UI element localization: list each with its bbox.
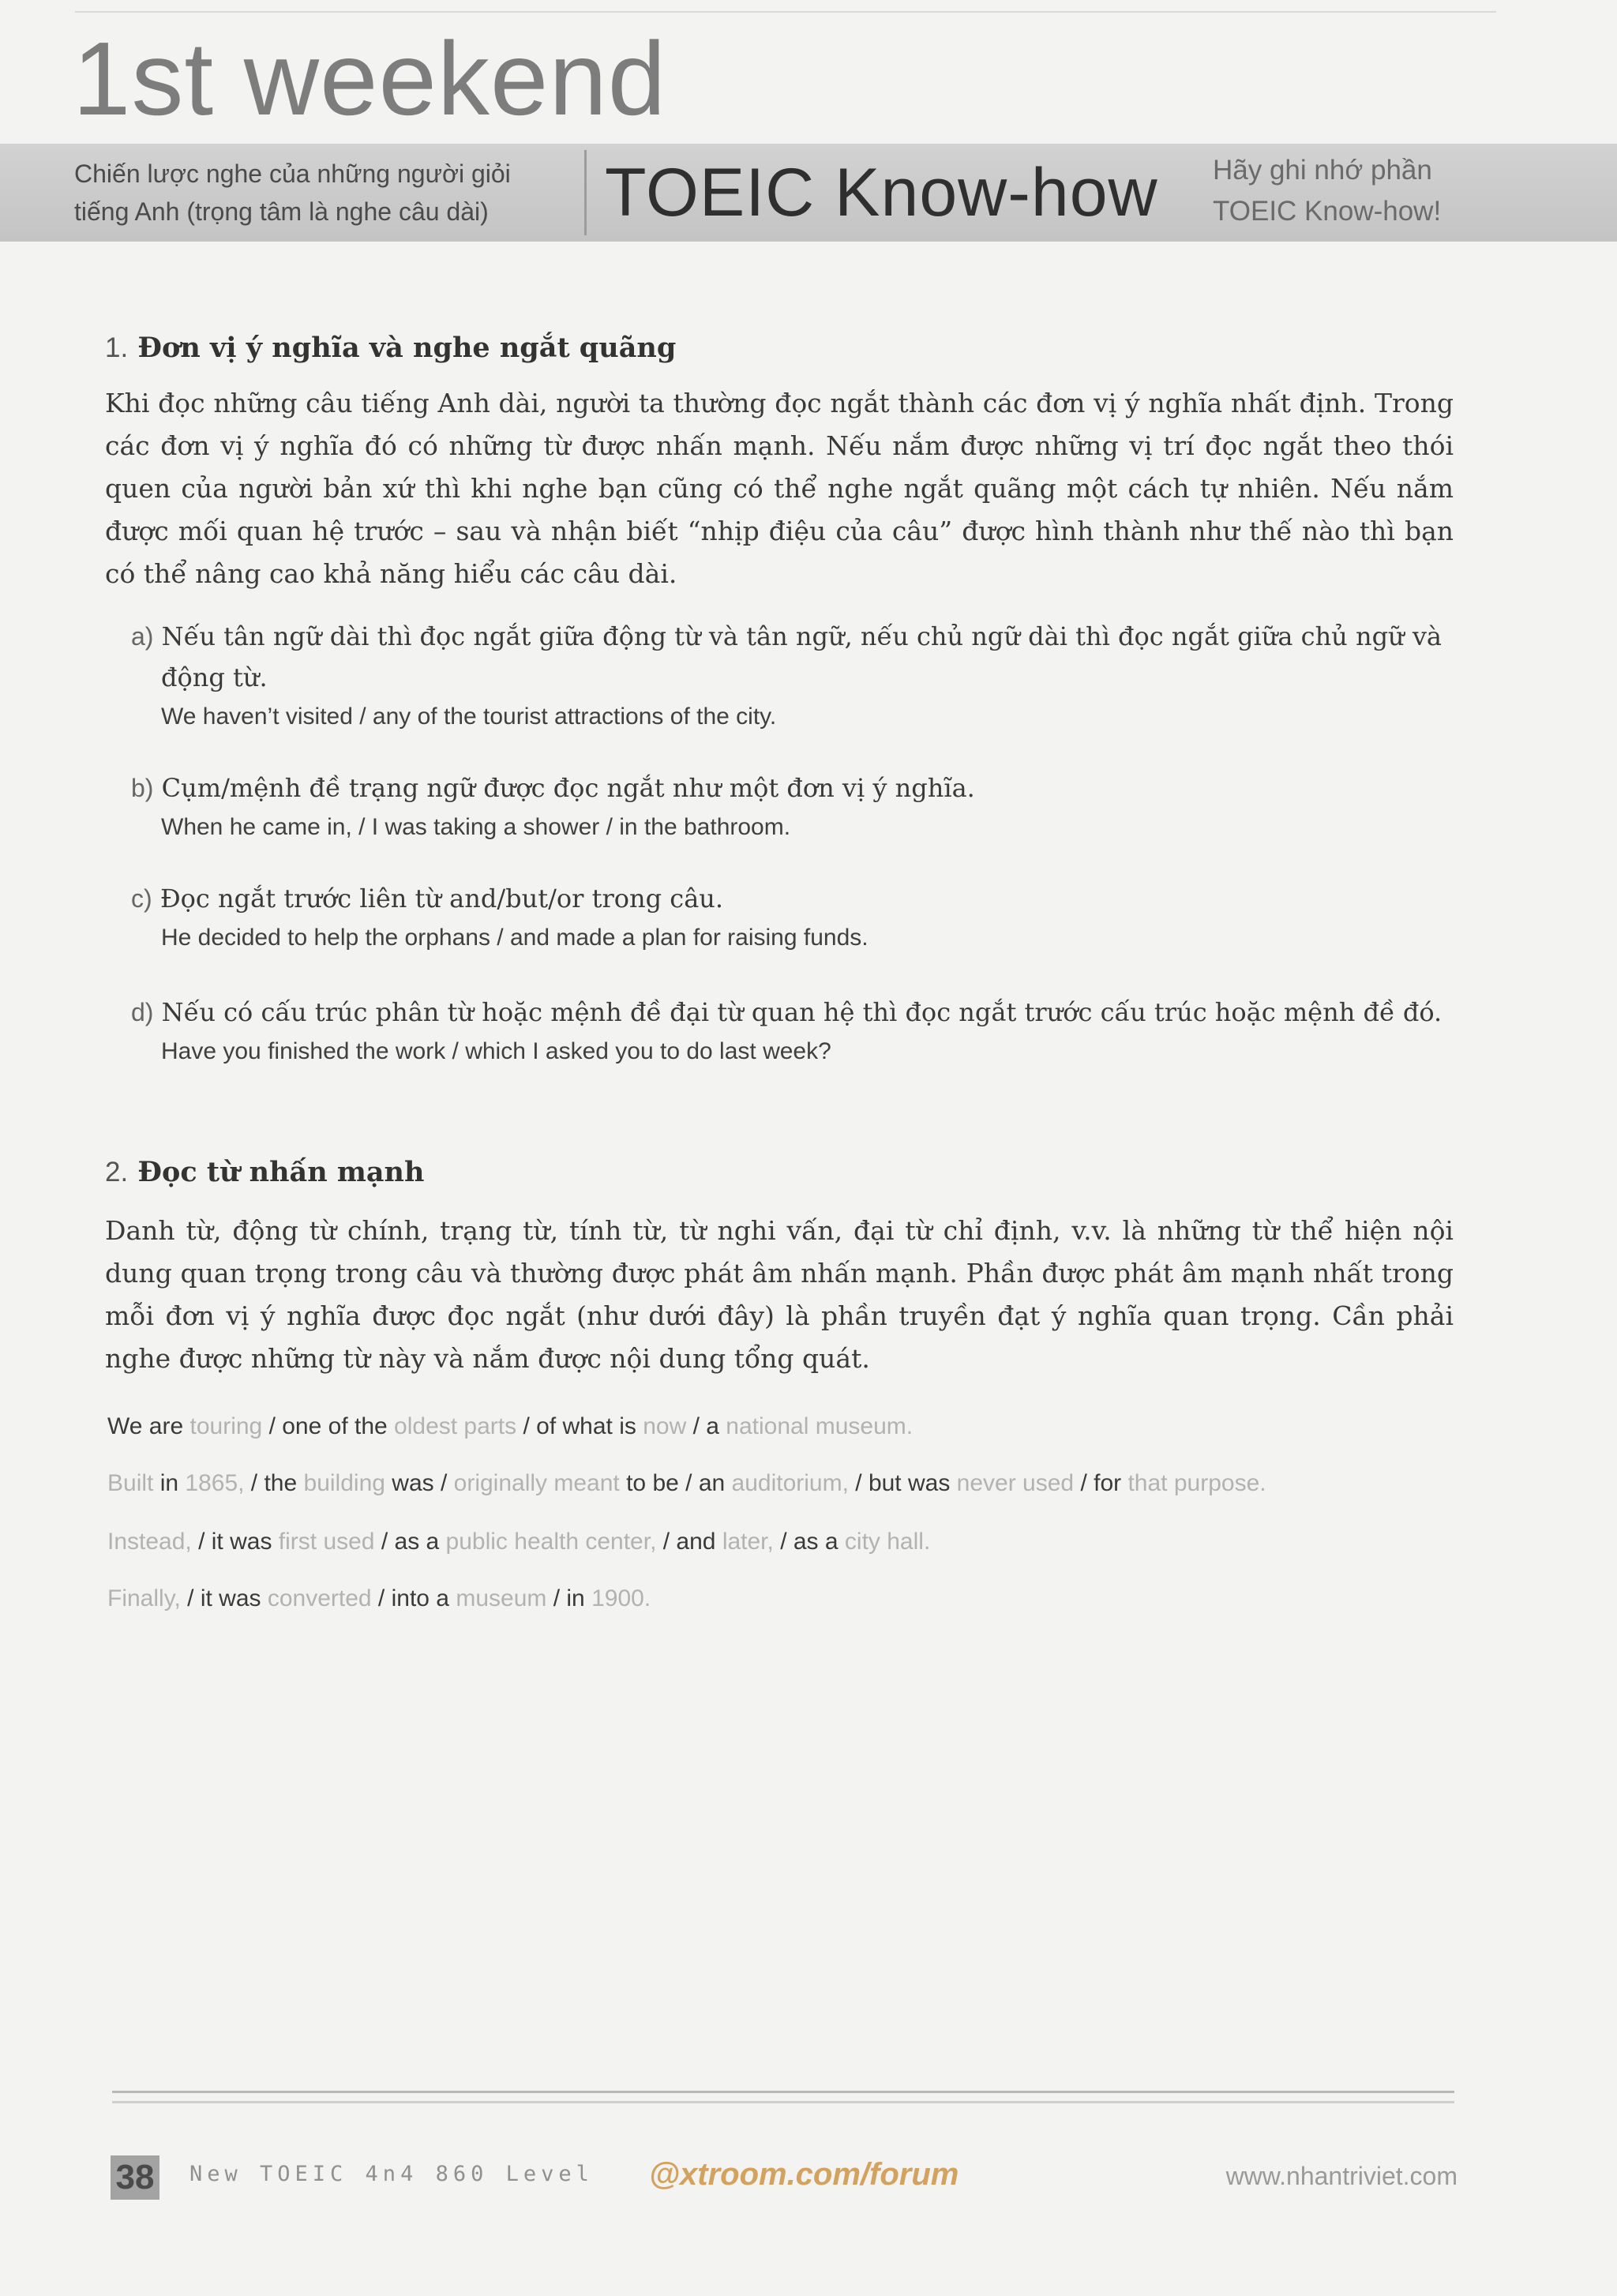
- stressed-word: that purpose.: [1127, 1470, 1266, 1496]
- unstressed-text: / it was: [180, 1585, 268, 1611]
- unstressed-text: to be / an: [619, 1470, 732, 1496]
- item-rule: Cụm/mệnh đề trạng ngữ được đọc ngắt như một đơn vị ý nghĩa.: [161, 773, 975, 803]
- unstressed-text: was /: [385, 1470, 454, 1496]
- unstressed-text: We are: [107, 1413, 190, 1439]
- unstressed-text: / the: [244, 1470, 304, 1496]
- header-note-line2: TOEIC Know-how!: [1213, 196, 1442, 227]
- list-item: [131, 878, 1458, 957]
- list-item: [131, 992, 1458, 1071]
- header-main-title: TOEIC Know-how: [605, 155, 1158, 231]
- item-label: a): [131, 622, 154, 651]
- emphasis-example-line: [107, 1529, 930, 1555]
- stressed-word: converted: [267, 1585, 372, 1611]
- section1-heading: [105, 332, 676, 364]
- unstressed-text: / it was: [191, 1529, 279, 1555]
- page-title: 1st weekend: [73, 21, 667, 137]
- stressed-word: city hall.: [844, 1529, 931, 1555]
- unstressed-text: / a: [686, 1413, 726, 1439]
- stressed-word: first used: [278, 1529, 375, 1555]
- stressed-word: national museum.: [726, 1413, 914, 1439]
- section2-number: 2.: [105, 1157, 129, 1187]
- stressed-word: now: [643, 1413, 687, 1439]
- section2-title: Đọc từ nhấn mạnh: [137, 1156, 425, 1188]
- list-item: [131, 767, 1458, 846]
- unstressed-text: / into a: [371, 1585, 456, 1611]
- item-label: c): [131, 884, 152, 913]
- unstressed-text: / one of the: [262, 1413, 395, 1439]
- header-divider: [584, 150, 587, 235]
- stressed-word: 1900.: [591, 1585, 651, 1611]
- header-note-line1: Hãy ghi nhớ phần: [1213, 155, 1432, 186]
- header-subtitle-line1: Chiến lược nghe của những người giỏi: [74, 159, 511, 188]
- section1-paragraph: Khi đọc những câu tiếng Anh dài, người ta thường đọc ngắt thành các đơn vị ý nghĩa nhất định. Trong các đơn vị ý nghĩa đó có những từ được nhấn mạnh. Nếu nắm được những vị trí đọc ngắt theo thói quen của người bản xứ thì khi nghe bạn cũng có thể nghe ngắt quãng một cách tự nhiên. Nếu nắm được mối quan hệ trước – sau và nhận biết “nhịp điệu của câu” được hình thành như thế nào thì bạn có thể nâng cao khả năng hiểu các câu dài.: [105, 388, 1454, 589]
- list-item: [131, 616, 1458, 736]
- item-example: When he came in, / I was taking a shower / in the bathroom.: [161, 814, 791, 840]
- emphasis-example-line: [107, 1413, 913, 1440]
- stressed-word: Built: [107, 1470, 154, 1496]
- emphasis-example-line: [107, 1585, 651, 1612]
- unstressed-text: / of what is: [516, 1413, 643, 1439]
- unstressed-text: / for: [1074, 1470, 1128, 1496]
- stressed-word: Instead,: [107, 1529, 192, 1555]
- stressed-word: public health center,: [445, 1529, 657, 1555]
- header-subtitle-line2: tiếng Anh (trọng tâm là nghe câu dài): [74, 197, 489, 226]
- section2-paragraph: Danh từ, động từ chính, trạng từ, tính từ, từ nghi vấn, đại từ chỉ định, v.v. là những từ thể hiện nội dung quan trọng trong câu và thường được phát âm nhấn mạnh. Phần được phát âm mạnh nhất trong mỗi đơn vị ý nghĩa được đọc ngắt (như dưới đây) là phần truyền đạt ý nghĩa quan trọng. Cần phải nghe được những từ này và nắm được nội dung tổng quát.: [105, 1215, 1454, 1374]
- book-name: New TOEIC 4n4 860 Level: [189, 2162, 594, 2186]
- stressed-word: museum: [456, 1585, 547, 1611]
- item-example: We haven’t visited / any of the tourist attractions of the city.: [161, 703, 777, 730]
- unstressed-text: / but was: [848, 1470, 957, 1496]
- stressed-word: never used: [956, 1470, 1075, 1496]
- website: www.nhantriviet.com: [1225, 2162, 1458, 2190]
- stressed-word: touring: [189, 1413, 263, 1439]
- item-label: d): [131, 998, 154, 1026]
- stressed-word: 1865,: [185, 1470, 245, 1496]
- section1-title: Đơn vị ý nghĩa và nghe ngắt quãng: [137, 332, 677, 364]
- stressed-word: Finally,: [107, 1585, 181, 1611]
- item-label: b): [131, 774, 154, 802]
- unstressed-text: / as a: [374, 1529, 446, 1555]
- stressed-word: originally meant: [453, 1470, 620, 1496]
- item-rule: Đọc ngắt trước liên từ and/but/or trong câu.: [159, 884, 724, 914]
- item-example: Have you finished the work / which I asked you to do last week?: [161, 1038, 831, 1064]
- stressed-word: oldest parts: [394, 1413, 517, 1439]
- item-rule: Nếu có cấu trúc phân từ hoặc mệnh đề đại từ quan hệ thì đọc ngắt trước cấu trúc hoặc mệnh đề đó.: [161, 997, 1443, 1027]
- stressed-word: later,: [722, 1529, 774, 1555]
- stressed-word: building: [303, 1470, 385, 1496]
- unstressed-text: / in: [546, 1585, 592, 1611]
- stressed-word: auditorium,: [731, 1470, 849, 1496]
- emphasis-example-line: [107, 1470, 1266, 1497]
- header-note: [1213, 150, 1441, 232]
- item-example: He decided to help the orphans / and made a plan for raising funds.: [161, 925, 869, 951]
- unstressed-text: / and: [656, 1529, 722, 1555]
- section1-number: 1.: [105, 332, 129, 363]
- top-rule: [75, 11, 1496, 13]
- footer-rule: [112, 2091, 1454, 2103]
- page-number: 38: [111, 2155, 159, 2200]
- header-band: [0, 144, 1617, 242]
- item-rule: Nếu tân ngữ dài thì đọc ngắt giữa động từ và tân ngữ, nếu chủ ngữ dài thì đọc ngắt giữa chủ ngữ và động từ.: [161, 621, 1442, 692]
- section2-heading: [105, 1156, 424, 1188]
- unstressed-text: in: [153, 1470, 186, 1496]
- unstressed-text: / as a: [773, 1529, 845, 1555]
- header-subtitle: [74, 155, 511, 231]
- forum-watermark: @xtroom.com/forum: [649, 2157, 959, 2192]
